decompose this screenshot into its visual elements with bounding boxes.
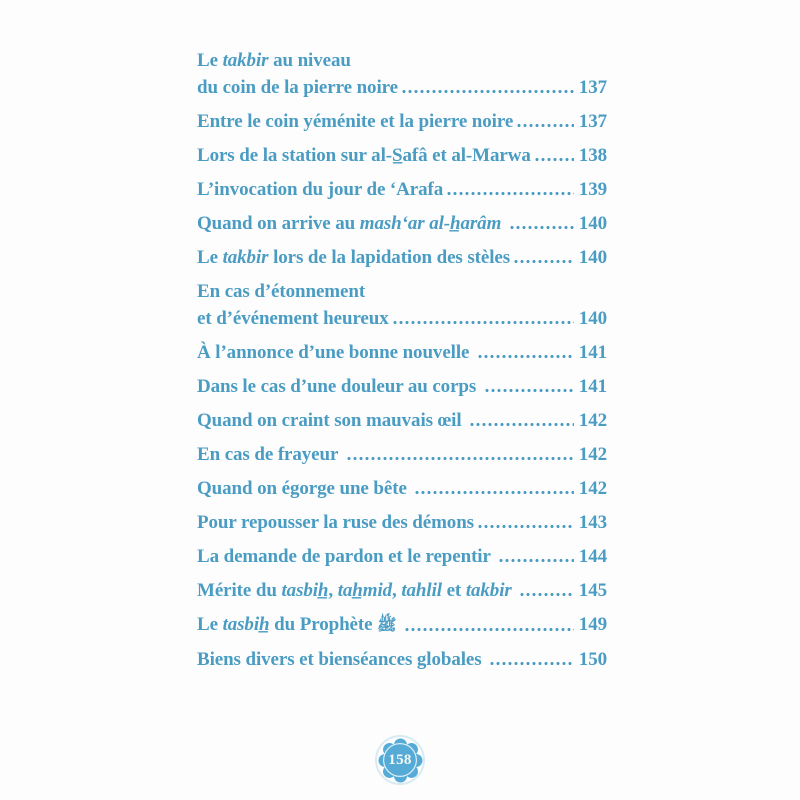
toc-entry [197, 646, 607, 673]
text-segment: au niveau [268, 50, 351, 71]
text-segment: La demande de pardon et le repentir [197, 546, 496, 567]
toc-line [197, 543, 607, 570]
dot-leader [446, 176, 574, 203]
toc-entry [197, 441, 607, 468]
text-segment: mash‘ar al-h̲arâm [359, 213, 502, 234]
text-segment: Quand on arrive au [197, 213, 360, 234]
entry-label [197, 74, 398, 101]
page-number-label: 158 [388, 751, 412, 768]
toc-entry [197, 373, 607, 400]
page-number-badge [378, 738, 422, 782]
badge-core [383, 743, 417, 777]
dot-leader [392, 305, 574, 332]
toc-line [197, 441, 607, 468]
page-ref: 141 [578, 376, 607, 397]
toc-line [197, 278, 607, 305]
text-segment: , [392, 580, 402, 601]
entry-label [197, 577, 516, 604]
toc-entry [197, 244, 607, 271]
entry-label [197, 108, 513, 135]
toc-entry [197, 278, 607, 332]
dot-leader [509, 210, 574, 237]
page-ref: 137 [578, 77, 607, 98]
toc-entry [197, 475, 607, 502]
toc-line [197, 373, 607, 400]
entry-label [197, 373, 481, 400]
toc-line [197, 611, 607, 639]
toc-entry [197, 577, 607, 604]
dot-leader [469, 407, 574, 434]
page-ref: 140 [578, 247, 607, 268]
pbuh-symbol: ﷺ [377, 617, 397, 634]
dot-leader [477, 339, 574, 366]
entry-label [197, 543, 495, 570]
page-ref: 140 [578, 213, 607, 234]
dot-leader [516, 108, 574, 135]
text-segment: En cas d’étonnement [197, 281, 366, 302]
text-segment: tasbih̲ [222, 614, 270, 635]
page-ref: 142 [578, 444, 607, 465]
entry-label [197, 47, 351, 74]
entry-label [197, 339, 474, 366]
dot-leader [414, 475, 573, 502]
text-segment: lors de la lapidation des stèles [268, 247, 511, 268]
toc-line [197, 210, 607, 237]
page-ref: 150 [578, 649, 607, 670]
text-segment: En cas de frayeur [197, 444, 343, 465]
entry-label [197, 176, 443, 203]
page-ref: 140 [578, 308, 607, 329]
text-segment: Biens divers et bienséances globales [197, 649, 487, 670]
toc-entry [197, 176, 607, 203]
dot-leader [489, 646, 574, 673]
text-segment [396, 614, 401, 635]
dot-leader [477, 509, 574, 536]
toc-entry [197, 611, 607, 639]
text-segment: L’invocation du jour de ‘Arafa [197, 179, 444, 200]
entry-label [197, 210, 506, 237]
text-segment: du Prophète [269, 614, 378, 635]
text-segment: tahlil [401, 580, 442, 601]
toc-entry [197, 509, 607, 536]
page-ref: 145 [578, 580, 607, 601]
toc-entry [197, 108, 607, 135]
page-ref: 137 [578, 111, 607, 132]
text-segment: et d’événement heureux [197, 308, 389, 329]
dot-leader [346, 441, 574, 468]
page-ref: 138 [578, 145, 607, 166]
entry-label [197, 441, 343, 468]
text-segment: Dans le cas d’une douleur au corps [197, 376, 481, 397]
entry-label [197, 244, 510, 271]
toc-line [197, 475, 607, 502]
text-segment: Lors de la station sur al-S̲afâ et al-Marwa [197, 145, 531, 166]
entry-label [197, 305, 389, 332]
text-segment: , [328, 580, 338, 601]
dot-leader [401, 74, 574, 101]
toc-line [197, 142, 607, 169]
text-segment: tasbih̲ [281, 580, 329, 601]
dot-leader [519, 577, 573, 604]
dot-leader [404, 611, 574, 639]
toc-entry [197, 210, 607, 237]
page-ref: 142 [578, 410, 607, 431]
text-segment: takbir [222, 247, 269, 268]
entry-label [197, 509, 474, 536]
text-segment: Le [197, 247, 223, 268]
entry-label [197, 611, 401, 639]
text-segment: Le [197, 614, 223, 635]
toc-line [197, 108, 607, 135]
toc-line [197, 339, 607, 366]
toc-line [197, 244, 607, 271]
toc-line [197, 577, 607, 604]
text-segment: Le [197, 50, 223, 71]
page-ref: 142 [578, 478, 607, 499]
page-ref: 143 [578, 512, 607, 533]
toc-line [197, 646, 607, 673]
toc-entry [197, 339, 607, 366]
toc-line [197, 509, 607, 536]
text-segment: takbir [222, 50, 269, 71]
text-segment: du coin de la pierre noire [197, 77, 398, 98]
page-ref: 141 [578, 342, 607, 363]
entry-label [197, 475, 411, 502]
toc-entry [197, 407, 607, 434]
page-ref: 139 [578, 179, 607, 200]
text-segment [501, 213, 506, 234]
toc-line [197, 407, 607, 434]
toc-list [197, 47, 607, 673]
toc-line [197, 176, 607, 203]
text-segment: Quand on égorge une bête [197, 478, 412, 499]
text-segment [512, 580, 517, 601]
entry-label [197, 278, 365, 305]
page-ref: 149 [578, 614, 607, 635]
text-segment: À l’annonce d’une bonne nouvelle [197, 342, 474, 363]
text-segment: Mérite du [197, 580, 282, 601]
dot-leader [498, 543, 574, 570]
toc-line [197, 47, 607, 74]
text-segment: Quand on craint son mauvais œil [197, 410, 467, 431]
text-segment: takbir [465, 580, 512, 601]
toc-entry [197, 142, 607, 169]
entry-label [197, 407, 466, 434]
entry-label [197, 142, 531, 169]
toc-line [197, 74, 607, 101]
text-segment: Entre le coin yéménite et la pierre noire [197, 111, 514, 132]
dot-leader [484, 373, 574, 400]
toc-entry [197, 47, 607, 101]
toc-line [197, 305, 607, 332]
page-ref: 144 [578, 546, 607, 567]
entry-label [197, 646, 486, 673]
toc-entry [197, 543, 607, 570]
text-segment: et [441, 580, 466, 601]
text-segment: Pour repousser la ruse des démons [197, 512, 474, 533]
dot-leader [534, 142, 574, 169]
text-segment: tah̲mid [337, 580, 393, 601]
dot-leader [513, 244, 574, 271]
